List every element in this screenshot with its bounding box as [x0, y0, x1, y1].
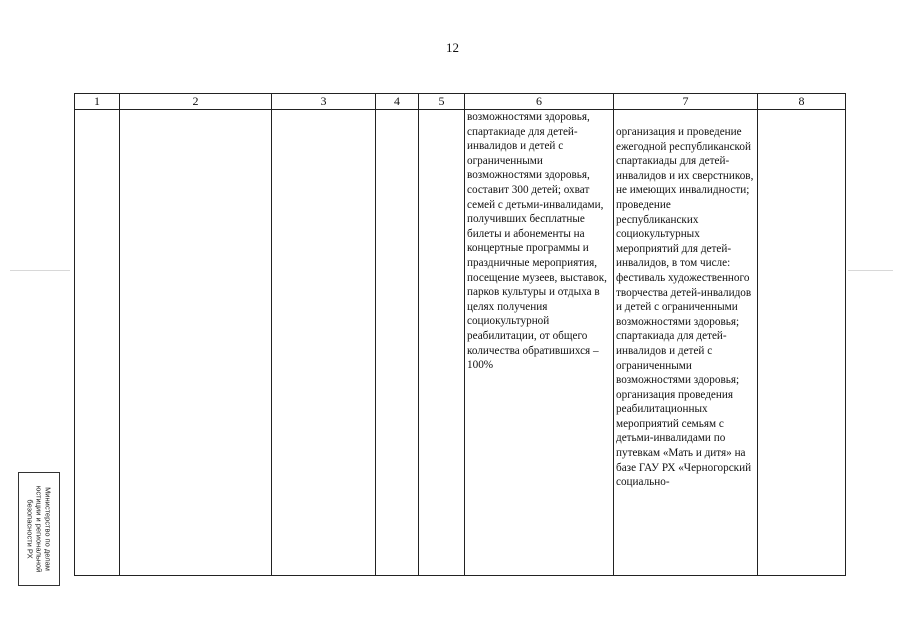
cell-col-6 — [465, 110, 614, 576]
scan-artifact-line-right — [848, 270, 893, 271]
cell-col-1 — [75, 110, 120, 576]
cell-col-3 — [272, 110, 376, 576]
column-header-2: 2 — [120, 94, 272, 110]
column-header-8: 8 — [758, 94, 846, 110]
cell-col-8 — [758, 110, 846, 576]
cell-col-4 — [376, 110, 419, 576]
page-number: 12 — [446, 40, 459, 55]
ministry-stamp-text: Министерство по делам юстиции и региональной безопасности РХ — [25, 485, 53, 573]
activity-text: организация и проведение ежегодной республиканской спартакиады для детей-инвалидов и их сверстников, не имеющих инвалидности; проведение республиканских социокультурных мероприятий для детей-инвалидов, в том числе: фестиваль художественного творчества детей-инвалидов и детей с ограниченными возможностями здоровья; спартакиада для детей-инвалидов и детей с ограниченными возможностями здоровья; организация проведения реабилитационных мероприятий семьям с детьми-инвалидами по путевкам «Мать и дитя» на базе ГАУ РХ «Черногорский социально- — [616, 126, 754, 489]
table-row — [75, 110, 846, 576]
indicator-text: возможностями здоровья, спартакиаде для детей-инвалидов и детей с ограниченными возможностями здоровья, составит 300 детей; охват семей с детьми-инвалидами, получивших бесплатные билеты и абонементы на концертные программы и праздничные мероприятия, посещение музеев, выставок, парков культуры и отдыха в целях получения социокультурной реабилитации, от общего количества обратившихся – 100% — [467, 111, 607, 372]
header-row — [75, 94, 846, 110]
column-header-1: 1 — [75, 94, 120, 110]
column-header-6: 6 — [465, 94, 614, 110]
column-header-4: 4 — [376, 94, 419, 110]
cell-col-5 — [419, 110, 465, 576]
cell-col-7 — [614, 110, 758, 576]
ministry-stamp — [18, 472, 60, 586]
cell-col-2 — [120, 110, 272, 576]
column-header-3: 3 — [272, 94, 376, 110]
column-header-5: 5 — [419, 94, 465, 110]
column-header-7: 7 — [614, 94, 758, 110]
scan-artifact-line-left — [10, 270, 70, 271]
document-table — [74, 93, 846, 576]
